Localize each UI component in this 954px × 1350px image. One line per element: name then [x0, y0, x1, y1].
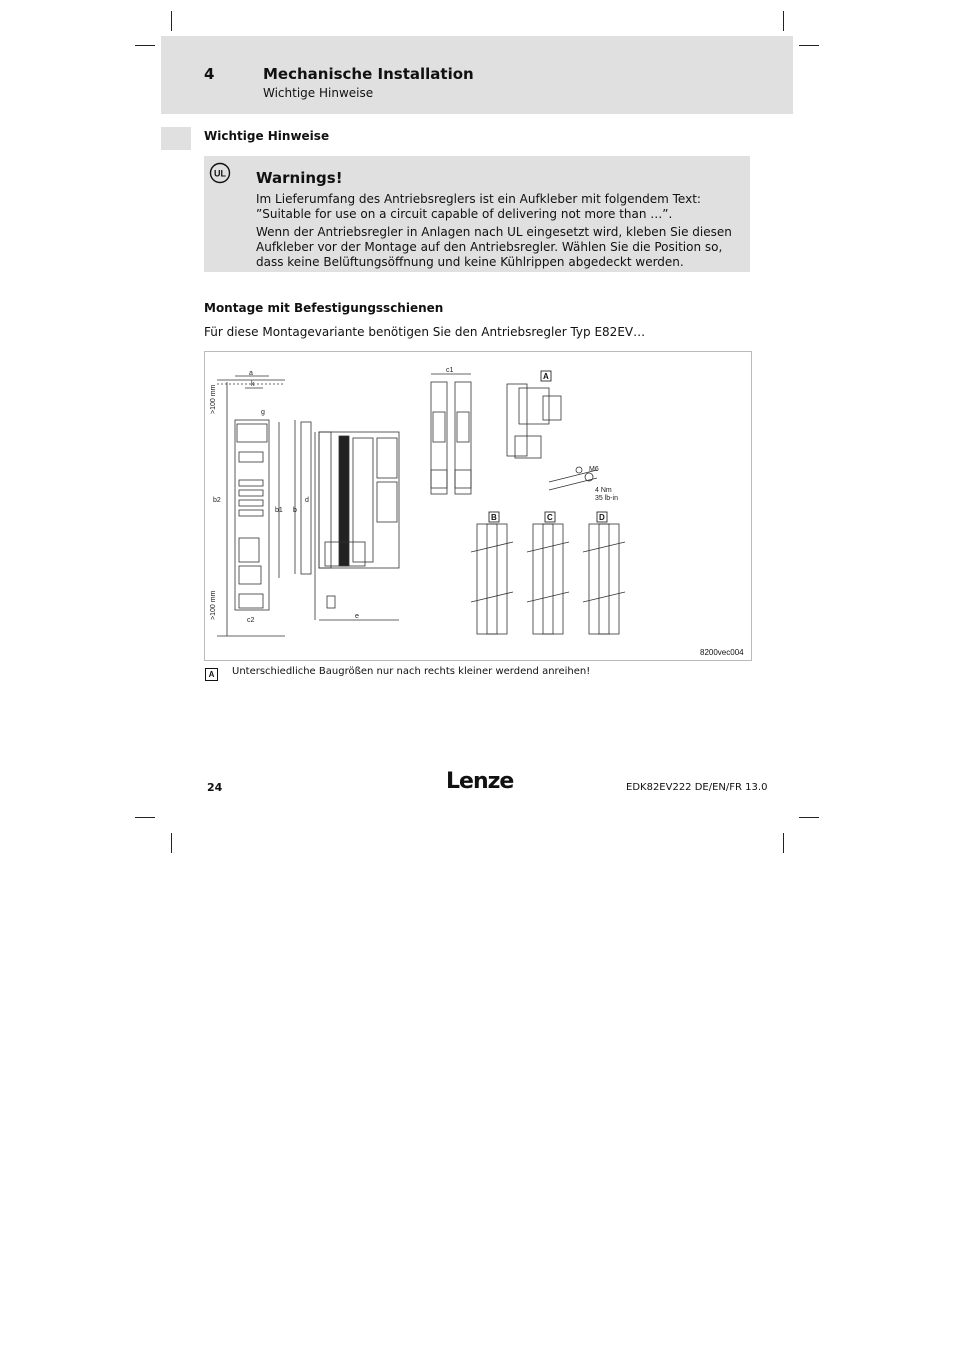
mounting-figure	[204, 351, 752, 661]
dim-label: b	[293, 507, 297, 514]
warning-paragraph: Im Lieferumfang des Antriebsreglers ist ein Aufkleber mit folgendem Text: ”Suitable for use on a circuit capable of delivering not more than …”.	[256, 192, 701, 221]
crop-mark	[799, 817, 819, 818]
intro-text: Für diese Montagevariante benötigen Sie den Antriebsregler Typ E82EV…	[204, 325, 646, 339]
warning-title: Warnings!	[256, 169, 343, 187]
ul-listing-mark-icon	[209, 162, 231, 184]
subsection-heading: Montage mit Befestigungsschienen	[204, 301, 444, 315]
dim-label: e	[355, 613, 359, 620]
dim-label: g	[261, 409, 265, 416]
crop-mark	[783, 833, 784, 853]
lenze-logo: Lenze	[446, 769, 514, 794]
crop-mark	[783, 11, 784, 31]
detail-label: A	[543, 372, 549, 381]
torque-lbin: 35 lb-in	[595, 495, 618, 502]
dim-label: b2	[213, 497, 221, 504]
dim-label: >100 mm	[210, 384, 217, 414]
detail-label: B	[491, 513, 497, 522]
chapter-title: Mechanische Installation	[263, 65, 474, 83]
dim-label: >100 mm	[210, 590, 217, 620]
dim-label: c2	[247, 617, 255, 624]
section-marker	[161, 127, 191, 150]
detail-label: C	[547, 513, 553, 522]
dim-label: c1	[446, 367, 454, 374]
torque-nm: 4 Nm	[595, 487, 612, 494]
chapter-number: 4	[204, 65, 215, 83]
chapter-header	[161, 36, 793, 114]
crop-mark	[135, 45, 155, 46]
note-key: A	[205, 668, 218, 681]
detail-label: D	[599, 513, 605, 522]
dim-label: b1	[275, 507, 283, 514]
crop-mark	[799, 45, 819, 46]
dim-label: a	[249, 370, 253, 377]
svg-text:UL: UL	[214, 168, 226, 179]
screw-label: M6	[589, 466, 599, 473]
dim-label: k	[251, 381, 255, 388]
crop-mark	[171, 833, 172, 853]
crop-mark	[135, 817, 155, 818]
technical-drawing	[205, 352, 751, 660]
crop-mark	[171, 11, 172, 31]
chapter-subtitle: Wichtige Hinweise	[263, 86, 374, 100]
page-number: 24	[207, 781, 223, 794]
figure-id: 8200vec004	[700, 648, 744, 657]
document-reference: EDK82EV222 DE/EN/FR 13.0	[626, 782, 768, 793]
dim-label: d	[305, 497, 309, 504]
section-heading: Wichtige Hinweise	[204, 129, 330, 143]
warning-paragraph: Wenn der Antriebsregler in Anlagen nach UL eingesetzt wird, kleben Sie diesen Aufkleber vor der Montage auf den Antriebsregler. Wählen Sie die Position so, dass keine Belüftungsöffnung und keine Kühlrippen abgedeckt werden.	[256, 225, 732, 269]
note-text: Unterschiedliche Baugrößen nur nach rechts kleiner werdend anreihen!	[232, 666, 591, 677]
